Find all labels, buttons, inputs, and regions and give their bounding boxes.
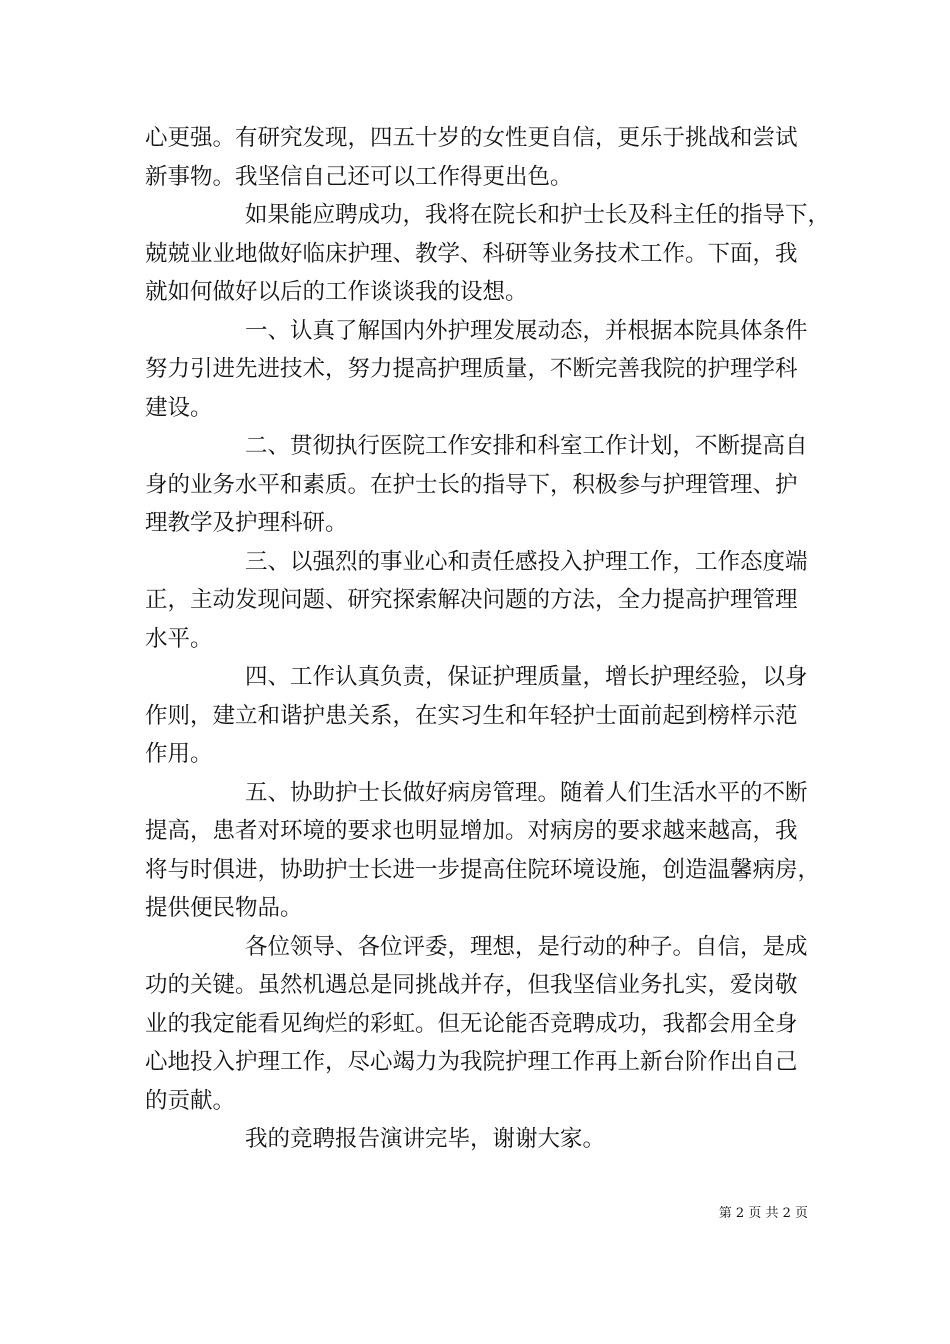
text-line: 正，主动发现问题、研究探索解决问题的方法，全力提高护理管理 bbox=[145, 587, 798, 613]
text-line: 提高，患者对环境的要求也明显增加。对病房的要求越来越高，我 bbox=[145, 818, 798, 844]
text-line: 将与时俱进，协助护士长进一步提高住院环境设施，创造温馨病房， bbox=[145, 856, 821, 883]
text-line: 五、协助护士长做好病房管理。随着人们生活水平的不断 bbox=[245, 779, 808, 806]
text-line: 作则，建立和谐护患关系，在实习生和年轻护士面前起到榜样示范 bbox=[145, 702, 798, 729]
text-line: 就如何做好以后的工作谈谈我的设想。 bbox=[145, 279, 528, 305]
text-line: 理教学及护理科研。 bbox=[145, 510, 348, 536]
page-number: 第 2 页 共 2 页 bbox=[718, 1206, 808, 1221]
text-line: 建设。 bbox=[145, 394, 213, 421]
body-text bbox=[145, 119, 831, 1159]
text-line: 三、以强烈的事业心和责任感投入护理工作，工作态度端 bbox=[245, 548, 808, 575]
text-line: 身的业务水平和素质。在护士长的指导下，积极参与护理管理、护 bbox=[145, 471, 798, 498]
text-line: 努力引进先进技术，努力提高护理质量，不断完善我院的护理学科 bbox=[145, 356, 798, 382]
text-line: 如果能应聘成功，我将在院长和护士长及科主任的指导下， bbox=[245, 202, 831, 228]
text-line: 二、贯彻执行医院工作安排和科室工作计划，不断提高自 bbox=[245, 433, 808, 459]
text-line: 新事物。我坚信自己还可以工作得更出色。 bbox=[145, 163, 573, 190]
text-line: 提供便民物品。 bbox=[145, 895, 303, 921]
text-line: 业的我定能看见绚烂的彩虹。但无论能否竞聘成功，我都会用全身 bbox=[145, 1010, 798, 1037]
text-line: 作用。 bbox=[145, 741, 213, 767]
text-line: 心更强。有研究发现，四五十岁的女性更自信，更乐于挑战和尝试 bbox=[145, 125, 798, 151]
text-line: 四、工作认真负责，保证护理质量，增长护理经验，以身 bbox=[245, 664, 808, 690]
text-line: 兢兢业业地做好临床护理、教学、科研等业务技术工作。下面，我 bbox=[145, 240, 798, 267]
text-line: 的贡献。 bbox=[145, 1087, 236, 1114]
text-line: 一、认真了解国内外护理发展动态，并根据本院具体条件 bbox=[245, 317, 808, 344]
text-line: 水平。 bbox=[145, 625, 213, 652]
text-line: 各位领导、各位评委，理想，是行动的种子。自信，是成 bbox=[245, 933, 808, 960]
text-line: 我的竞聘报告演讲完毕，谢谢大家。 bbox=[245, 1126, 606, 1152]
text-line: 心地投入护理工作，尽心竭力为我院护理工作再上新台阶作出自己 bbox=[145, 1049, 798, 1075]
text-line: 功的关键。虽然机遇总是同挑战并存，但我坚信业务扎实，爱岗敬 bbox=[145, 972, 798, 998]
